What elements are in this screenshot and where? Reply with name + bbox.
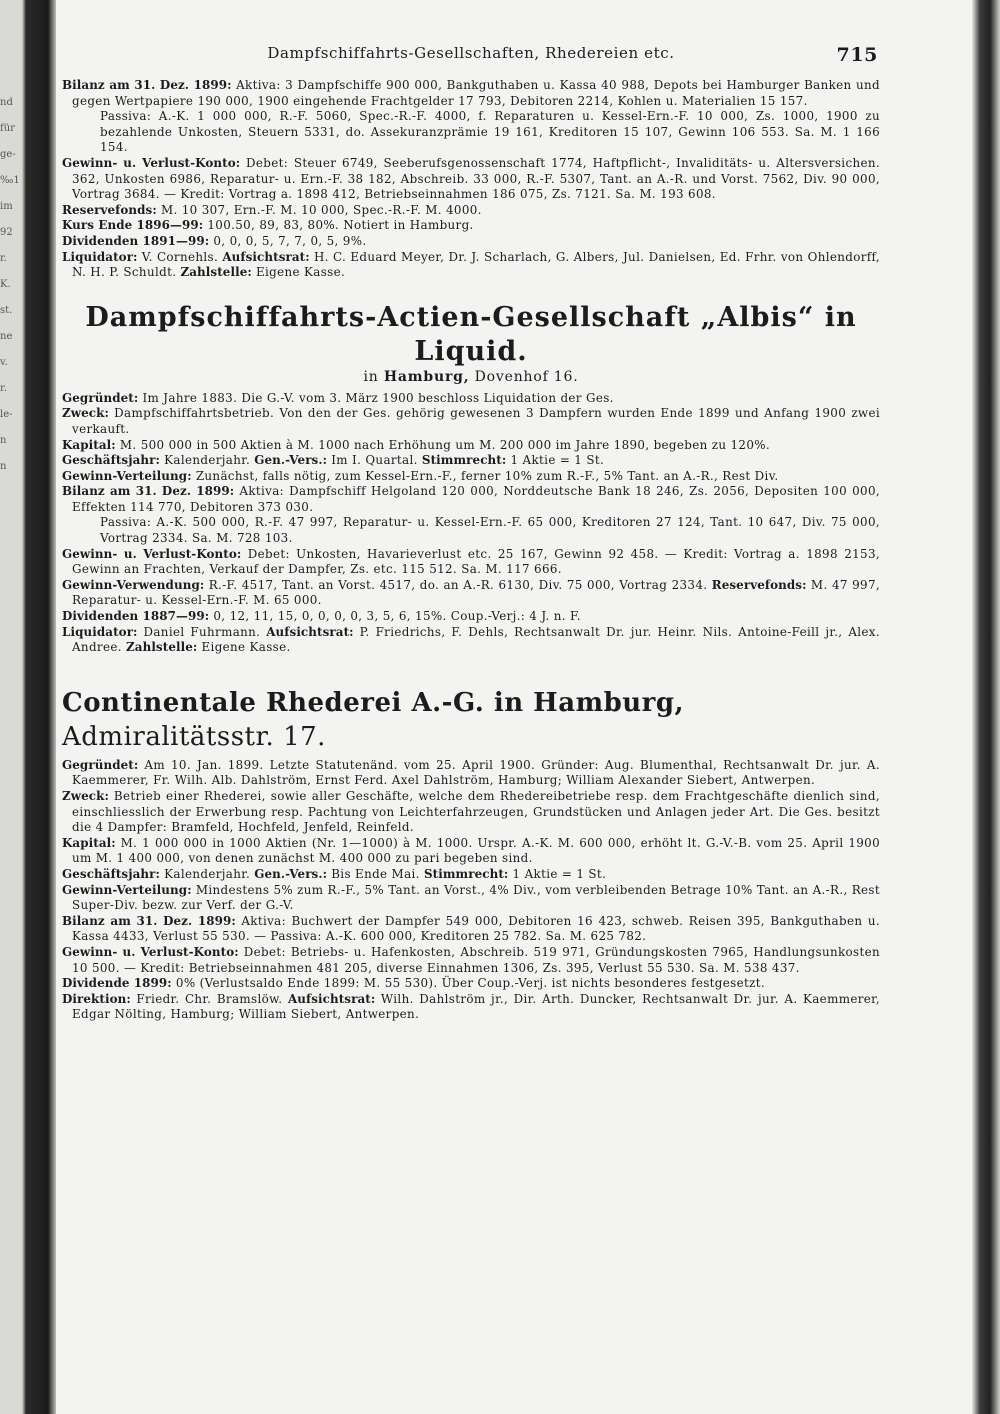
entry-text: Aktiva: Dampfschiff Helgoland 120 000, Norddeutsche Bank 18 246, Zs. 2056, Depositen 100 000, Effekten 114 770, Debitoren 373 030.	[72, 484, 880, 514]
entry-label: Zweck:	[62, 406, 109, 421]
entry-label: Kapital:	[62, 437, 116, 452]
entry-text: Eigene Kasse.	[251, 265, 346, 280]
entry-text: Im I. Quartal.	[327, 453, 422, 468]
entry-direktion	[62, 992, 880, 1023]
fringe-text: ne	[0, 331, 13, 342]
fringe-text: ge-	[0, 149, 16, 160]
entry-gewinn-verteilung	[62, 883, 880, 914]
entry-label: Dividenden 1891—99:	[62, 233, 210, 248]
entry-text: Debet: Steuer 6749, Seeberufsgenossenschaft 1774, Haftpflicht-, Invaliditäts- u. Altersversichen. 362, Unkosten 6986, Reparatur- u. Ern.-F. 38 182, Abschreib. 33 000, R.-F. 5307, Tant. an A.-R. und Vorst. 7562, Div. 90 000, Vortrag 3684. — Kredit: Vortrag a. 1898 412, Betriebseinnahmen 186 075, Zs. 7121. Sa. M. 193 608.	[72, 155, 880, 202]
entry-text: V. Cornehls.	[137, 249, 223, 264]
fringe-text: nd	[0, 97, 13, 108]
entry-label: Liquidator:	[62, 249, 138, 264]
fringe-text: n	[0, 435, 7, 446]
entry-liquidator	[62, 250, 880, 281]
entry-passiva	[62, 515, 880, 546]
entry-zweck	[62, 789, 880, 836]
entry-text: 0% (Verlustsaldo Ende 1899: M. 55 530). Über Coup.-Verj. ist nichts besonderes festgesetzt.	[171, 976, 765, 991]
entry-text: Aktiva: 3 Dampfschiffe 900 000, Bankguthaben u. Kassa 40 988, Depots bei Hamburger Banken und gegen Wertpapiere 190 000, 1900 eingehende Frachtgelder 17 793, Debitoren 2214, Kohlen u. Materialien 15 157.	[72, 78, 880, 108]
entry-kapital	[62, 438, 880, 454]
document-page	[62, 44, 880, 1023]
entry-dividenden	[62, 609, 880, 625]
entry-text: 1 Aktie = 1 St.	[508, 866, 607, 881]
entry-text: 1 Aktie = 1 St.	[506, 453, 605, 468]
entry-label: Gewinn- u. Verlust-Konto:	[62, 155, 241, 170]
entry-zweck	[62, 406, 880, 437]
entry-reservefonds	[62, 203, 880, 219]
entry-text: Betrieb einer Rhederei, sowie aller Geschäfte, welche dem Rhedereibetriebe resp. dem Frachtgeschäfte dienlich sind, einschliesslich der Erwerbung resp. Pachtung von Leichterfahrzeugen, Grundstücken und Anlagen jeder Art. Die Ges. besitzt die 4 Dampfer: Bramfeld, Hochfeld, Jenfeld, Reinfeld.	[72, 789, 880, 835]
fringe-text: 92	[0, 227, 13, 238]
entry-text: Debet: Unkosten, Havarieverlust etc. 25 167, Gewinn 92 458. — Kredit: Vortrag a. 1898 2153, Gewinn an Frachten, Verkauf der Dampfer, Zs. etc. 115 512. Sa. M. 117 666.	[72, 546, 880, 577]
entry-label: Bilanz am 31. Dez. 1899:	[62, 913, 236, 928]
entry-bilanz	[62, 78, 880, 109]
entry-label: Gewinn-Verteilung:	[62, 882, 192, 897]
entry-label: Geschäftsjahr:	[62, 453, 161, 468]
entry-gewinn-verlust	[62, 945, 880, 976]
entry-text: M. 1 000 000 in 1000 Aktien (Nr. 1—1000) à M. 1000. Urspr. A.-K. M. 600 000, erhöht lt. G.-V.-B. vom 25. April 1900 um M. 1 400 000, von denen zunächst M. 400 000 zu pari begeben sind.	[72, 835, 880, 866]
entry-text: M. 47 997, Reparatur- u. Kessel-Ern.-F. M. 65 000.	[72, 577, 881, 608]
entry-label: Kapital:	[62, 835, 116, 850]
entry-text: Wilh. Dahlström jr., Dir. Arth. Duncker, Rechtsanwalt Dr. jur. A. Kaemmerer, Edgar Nölting, Hamburg; William Siebert, Antwerpen.	[72, 991, 880, 1022]
entry-text: H. C. Eduard Meyer, Dr. J. Scharlach, G. Albers, Jul. Danielsen, Ed. Frhr. von Ohlendorff, N. H. P. Schuldt.	[72, 249, 880, 280]
entry-label: Kurs Ende 1896—99:	[62, 218, 204, 233]
entry-label: Gewinn-Verteilung:	[62, 468, 192, 483]
entry-label: Bilanz am 31. Dez. 1899:	[62, 78, 232, 92]
entry-liquidator	[62, 625, 880, 656]
fringe-text: le-	[0, 409, 13, 420]
entry-label: Direktion:	[62, 991, 131, 1006]
entry-geschaeftsjahr	[62, 867, 880, 883]
entry-text: Debet: Betriebs- u. Hafenkosten, Abschreib. 519 971, Gründungskosten 7965, Handlungsunkosten 10 500. — Kredit: Betriebseinnahmen 481 205, diverse Einnahmen 1306, Zs. 395, Verlust 55 530. Sa. M. 538 437.	[72, 944, 880, 975]
entry-text: Aktiva: Buchwert der Dampfer 549 000, Debitoren 16 423, schweb. Reisen 395, Bankguthaben u. Kassa 4433, Verlust 55 530. — Passiva: A.-K. 600 000, Kreditoren 25 782. Sa. M. 625 782.	[72, 913, 880, 944]
entry-label: Aufsichtsrat:	[222, 249, 310, 264]
entry-label: Geschäftsjahr:	[62, 866, 161, 881]
entry-label: Zahlstelle:	[180, 265, 252, 280]
section-continued	[62, 78, 880, 281]
entry-gewinn-verlust	[62, 547, 880, 578]
fringe-text: v.	[0, 357, 8, 368]
entry-text: Passiva: A.-K. 500 000, R.-F. 47 997, Reparatur- u. Kessel-Ern.-F. 65 000, Kreditoren 27 124, Tant. 10 647, Div. 75 000, Vortrag 2334. Sa. M. 728 103.	[100, 515, 880, 546]
fringe-text: K.	[0, 279, 11, 290]
entry-text: P. Friedrichs, F. Dehls, Rechtsanwalt Dr. jur. Heinr. Nils. Antoine-Feill jr., Alex. Andree.	[72, 624, 880, 655]
entry-label: Zweck:	[62, 789, 109, 803]
entry-label: Stimmrecht:	[423, 866, 509, 881]
fringe-text: n	[0, 461, 7, 472]
entry-kurs	[62, 218, 880, 234]
entry-label: Stimmrecht:	[421, 453, 507, 468]
fringe-text: im	[0, 201, 13, 212]
fringe-text: r.	[0, 383, 7, 394]
entry-text: Kalenderjahr.	[160, 866, 255, 881]
entry-text: Eigene Kasse.	[197, 640, 291, 655]
entry-text: 0, 12, 11, 15, 0, 0, 0, 0, 3, 5, 6, 15%. Coup.-Verj.: 4 J. n. F.	[209, 609, 581, 624]
entry-text: Am 10. Jan. 1899. Letzte Statutenänd. vom 25. April 1900. Gründer: Aug. Blumenthal, Rechtsanwalt Dr. jur. A. Kaemmerer, Fr. Wilh. Alb. Dahlström, Ernst Ferd. Axel Dahlström, Hamburg; William Alexander Siebert, Antwerpen.	[72, 757, 880, 788]
entry-bilanz	[62, 484, 880, 515]
entry-label: Dividende 1899:	[62, 976, 172, 991]
entry-text: 100.50, 89, 83, 80%. Notiert in Hamburg.	[203, 218, 474, 233]
entry-bilanz	[62, 914, 880, 945]
entry-gewinn-verwendung	[62, 578, 880, 609]
entry-label: Gegründet:	[62, 757, 139, 772]
entry-label: Aufsichtsrat:	[266, 624, 354, 639]
fringe-text: r.	[0, 253, 7, 264]
section-albis	[62, 301, 880, 656]
entry-label: Reservefonds:	[711, 577, 807, 592]
entry-kapital	[62, 836, 880, 867]
entry-text: M. 500 000 in 500 Aktien à M. 1000 nach Erhöhung um M. 200 000 im Jahre 1890, begeben zu 120%.	[115, 437, 771, 452]
subtitle-city: Hamburg,	[383, 368, 470, 385]
entry-text: Zunächst, falls nötig, zum Kessel-Ern.-F., ferner 10% zum R.-F., 5% Tant. an A.-R., Rest Div.	[191, 468, 779, 483]
entry-text: 0, 0, 0, 5, 7, 7, 0, 5, 9%.	[209, 233, 367, 248]
entry-text: Daniel Fuhrmann.	[137, 624, 267, 639]
page-edge-shadow	[972, 0, 1000, 1414]
entry-label: Zahlstelle:	[125, 640, 198, 655]
entry-label: Gewinn- u. Verlust-Konto:	[62, 944, 239, 959]
entry-label: Dividenden 1887—99:	[62, 609, 210, 624]
entry-label: Gewinn-Verwendung:	[62, 577, 205, 592]
entry-gegruendet	[62, 758, 880, 789]
entry-label: Gen.-Vers.:	[254, 453, 328, 468]
entry-label: Liquidator:	[62, 624, 138, 639]
entry-label: Bilanz am 31. Dez. 1899:	[62, 484, 235, 499]
entry-text: Bis Ende Mai.	[327, 866, 424, 881]
entry-dividenden	[62, 234, 880, 250]
entry-label: Aufsichtsrat:	[287, 991, 376, 1006]
entry-geschaeftsjahr	[62, 453, 880, 469]
entry-text: Passiva: A.-K. 1 000 000, R.-F. 5060, Spec.-R.-F. 4000, f. Reparaturen u. Kessel-Ern.-F. 10 000, Zs. 1000, 1900 zu bezahlende Unkosten, Steuern 5331, do. Assekuranzprämie 19 161, Kreditoren 15 107, Gewinn 106 553. Sa. M. 1 166 154.	[100, 109, 880, 155]
section-title	[62, 686, 880, 754]
entry-gegruendet	[62, 391, 880, 407]
fringe-text: ‰1	[0, 175, 20, 186]
entry-gewinn-verlust	[62, 156, 880, 203]
entry-gewinn-verteilung	[62, 469, 880, 485]
entry-label: Gewinn- u. Verlust-Konto:	[62, 546, 242, 561]
entry-text: M. 10 307, Ern.-F. M. 10 000, Spec.-R.-F. M. 4000.	[156, 202, 482, 217]
section-title: Dampfschiffahrts-Actien-Gesellschaft „Albis“ in Liquid.	[85, 301, 857, 367]
fringe-text: für	[0, 123, 15, 134]
section-title-address: Admiralitätsstr. 17.	[62, 721, 326, 752]
section-subtitle	[62, 369, 880, 385]
entry-text: Dampfschiffahrtsbetrieb. Von den der Ges. gehörig gewesenen 3 Dampfern wurden Ende 1899 und Anfang 1900 zwei verkauft.	[72, 406, 880, 436]
entry-label: Gegründet:	[62, 390, 139, 405]
entry-text: Friedr. Chr. Bramslöw.	[130, 991, 288, 1006]
entry-text: Im Jahre 1883. Die G.-V. vom 3. März 1900 beschloss Liquidation der Ges.	[138, 390, 614, 405]
entry-text: Mindestens 5% zum R.-F., 5% Tant. an Vorst., 4% Div., vom verbleibenden Betrage 10% Tant. an A.-R., Rest Super-Div. bezw. zur Verf. der G.-V.	[72, 882, 880, 913]
entry-text: R.-F. 4517, Tant. an Vorst. 4517, do. an A.-R. 6130, Div. 75 000, Vortrag 2334.	[204, 577, 712, 592]
section-title-name: Continentale Rhederei A.-G. in Hamburg,	[62, 687, 685, 718]
entry-label: Gen.-Vers.:	[254, 866, 328, 881]
running-header-title: Dampfschiffahrts-Gesellschaften, Rhedereien etc.	[267, 44, 675, 62]
entry-text: Kalenderjahr.	[160, 453, 255, 468]
entry-passiva	[62, 109, 880, 156]
entry-dividende	[62, 976, 880, 992]
section-continentale	[62, 686, 880, 1023]
subtitle-prefix: in	[363, 368, 384, 385]
page-number: 715	[836, 44, 878, 66]
entry-label: Reservefonds:	[62, 202, 157, 217]
fringe-text: st.	[0, 305, 13, 316]
subtitle-address: Dovenhof 16.	[469, 368, 579, 385]
adjacent-page-fringe	[0, 90, 20, 570]
running-header	[62, 44, 880, 78]
